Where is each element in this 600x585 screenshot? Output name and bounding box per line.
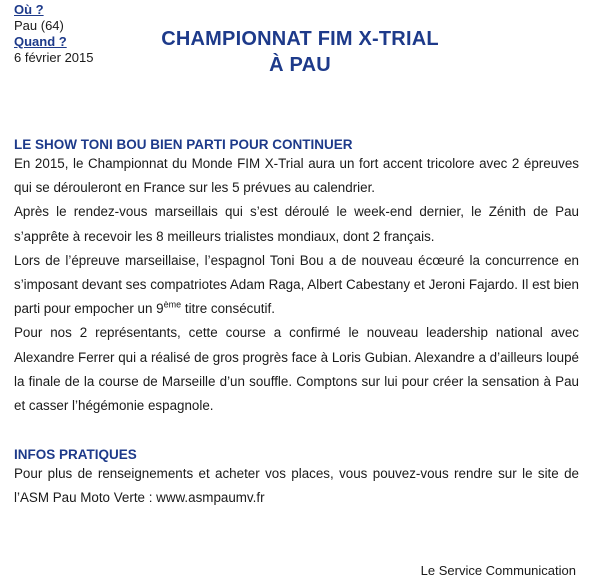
- paragraph-infos: Pour plus de renseignements et acheter vos places, vous pouvez-vous rendre sur le site de l’ASM Pau Moto Verte : www.asmpaumv.fr: [14, 466, 579, 506]
- paragraph-marseille: [14, 249, 579, 322]
- paragraph-representants: Pour nos 2 représentants, cette course a confirmé le nouveau leadership national avec Alexandre Ferrer qui a réalisé de gros progrès face à Loris Gubian. Alexandre a d’ailleurs loupé la finale de la course de Marseille d’un souffle. Comptons sur lui pour créer la sensation à Pau et casser l’hégémonie espagnole.: [14, 325, 579, 414]
- article-body: [14, 152, 579, 418]
- when-value: 6 février 2015: [14, 50, 94, 65]
- signature: Le Service Communication: [420, 563, 576, 578]
- when-label: Quand ?: [14, 34, 67, 49]
- paragraph-pau: Après le rendez-vous marseillais qui s’est déroulé le week-end dernier, le Zénith de Pau s’apprête à recevoir les 8 meilleurs trialistes mondiaux, dont 2 français.: [14, 204, 579, 244]
- where-value: Pau (64): [14, 18, 64, 33]
- page-title: [110, 26, 490, 78]
- paragraph-marseille-end: titre consécutif.: [181, 301, 275, 317]
- section-heading-show: LE SHOW TONI BOU BIEN PARTI POUR CONTINUER: [14, 137, 353, 152]
- where-label: Où ?: [14, 2, 44, 17]
- section-heading-infos: INFOS PRATIQUES: [14, 447, 137, 462]
- ordinal-superscript: ème: [163, 299, 182, 310]
- title-line-2: À PAU: [269, 54, 331, 76]
- infos-body: [14, 462, 579, 510]
- paragraph-marseille-text: Lors de l’épreuve marseillaise, l’espagnol Toni Bou a de nouveau écœuré la concurrence en s’imposant devant ses compatriotes Adam Raga, Albert Cabestany et Jeroni Fajardo. Il est bien parti pour empocher un 9: [14, 252, 579, 317]
- event-meta: [14, 2, 94, 66]
- paragraph-intro: En 2015, le Championnat du Monde FIM X-Trial aura un fort accent tricolore avec 2 épreuves qui se dérouleront en France sur les 5 prévues au calendrier.: [14, 156, 579, 196]
- title-line-1: CHAMPIONNAT FIM X-TRIAL: [161, 28, 439, 50]
